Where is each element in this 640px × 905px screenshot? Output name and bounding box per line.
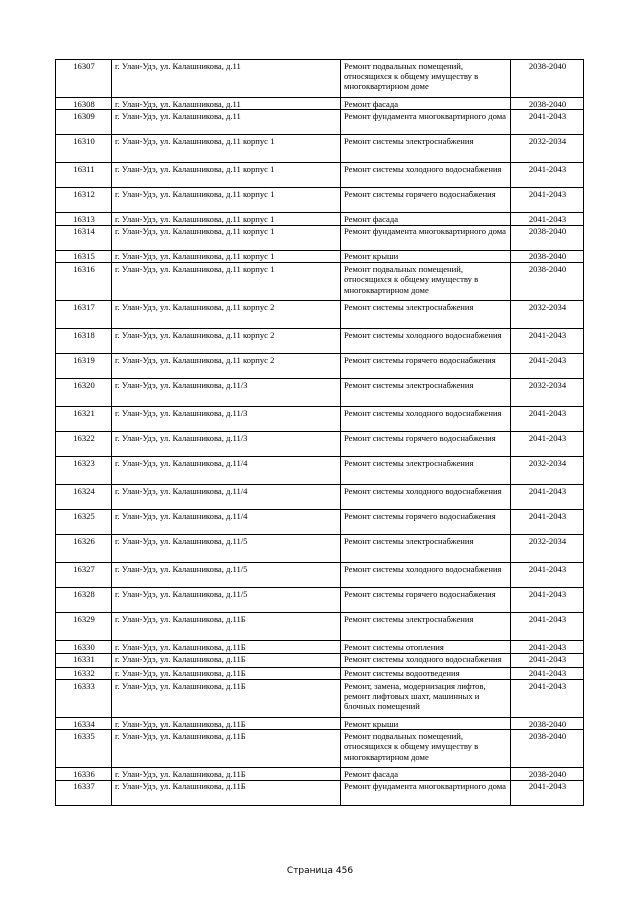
row-number: 16327 xyxy=(56,563,112,588)
table-row xyxy=(56,110,584,135)
row-number: 16329 xyxy=(56,613,112,641)
row-address: г. Улан-Удэ, ул. Калашникова, д.11Б xyxy=(112,613,341,641)
row-work: Ремонт фундамента многоквартирного дома xyxy=(341,110,511,135)
row-work: Ремонт системы электроснабжения xyxy=(341,535,511,563)
row-address: г. Улан-Удэ, ул. Калашникова, д.11Б xyxy=(112,653,341,667)
row-work: Ремонт системы отопления xyxy=(341,641,511,653)
row-years: 2038-2040 xyxy=(511,98,584,110)
row-address: г. Улан-Удэ, ул. Калашникова, д.11Б xyxy=(112,667,341,679)
row-address: г. Улан-Удэ, ул. Калашникова, д.11 xyxy=(112,110,341,135)
row-years: 2041-2043 xyxy=(511,354,584,379)
row-number: 16317 xyxy=(56,301,112,329)
table-row xyxy=(56,535,584,563)
row-work: Ремонт системы горячего водоснабжения xyxy=(341,588,511,613)
row-years: 2041-2043 xyxy=(511,613,584,641)
table-row xyxy=(56,653,584,667)
row-work: Ремонт системы горячего водоснабжения xyxy=(341,188,511,213)
row-number: 16328 xyxy=(56,588,112,613)
row-years: 2032-2034 xyxy=(511,457,584,485)
row-work: Ремонт подвальных помещений, относящихся к общему имуществу в многоквартирном доме xyxy=(341,730,511,768)
row-work: Ремонт системы холодного водоснабжения xyxy=(341,163,511,188)
row-work: Ремонт фундамента многоквартирного дома xyxy=(341,225,511,250)
table-row xyxy=(56,510,584,535)
table-row xyxy=(56,135,584,163)
page-number: Страница 456 xyxy=(286,866,354,876)
table-row xyxy=(56,301,584,329)
row-work: Ремонт системы электроснабжения xyxy=(341,135,511,163)
row-address: г. Улан-Удэ, ул. Калашникова, д.11/3 xyxy=(112,432,341,457)
row-years: 2041-2043 xyxy=(511,641,584,653)
row-address: г. Улан-Удэ, ул. Калашникова, д.11Б xyxy=(112,730,341,768)
row-number: 16312 xyxy=(56,188,112,213)
table-row xyxy=(56,250,584,262)
table-row xyxy=(56,718,584,730)
row-years: 2041-2043 xyxy=(511,163,584,188)
row-years: 2041-2043 xyxy=(511,653,584,667)
row-address: г. Улан-Удэ, ул. Калашникова, д.11Б xyxy=(112,680,341,718)
row-years: 2038-2040 xyxy=(511,225,584,250)
row-years: 2041-2043 xyxy=(511,110,584,135)
row-years: 2041-2043 xyxy=(511,329,584,354)
row-years: 2038-2040 xyxy=(511,250,584,262)
row-years: 2041-2043 xyxy=(511,588,584,613)
table-row xyxy=(56,188,584,213)
table-row xyxy=(56,563,584,588)
row-address: г. Улан-Удэ, ул. Калашникова, д.11 корпус 2 xyxy=(112,354,341,379)
row-number: 16310 xyxy=(56,135,112,163)
row-address: г. Улан-Удэ, ул. Калашникова, д.11/5 xyxy=(112,563,341,588)
row-work: Ремонт системы электроснабжения xyxy=(341,301,511,329)
table-row xyxy=(56,354,584,379)
row-number: 16321 xyxy=(56,407,112,432)
table-row xyxy=(56,213,584,225)
row-work: Ремонт системы холодного водоснабжения xyxy=(341,329,511,354)
row-address: г. Улан-Удэ, ул. Калашникова, д.11Б xyxy=(112,768,341,780)
row-number: 16326 xyxy=(56,535,112,563)
row-work: Ремонт подвальных помещений, относящихся к общему имуществу в многоквартирном доме xyxy=(341,263,511,301)
row-address: г. Улан-Удэ, ул. Калашникова, д.11 корпус 2 xyxy=(112,329,341,354)
row-years: 2038-2040 xyxy=(511,60,584,98)
row-years: 2038-2040 xyxy=(511,263,584,301)
row-number: 16316 xyxy=(56,263,112,301)
row-address: г. Улан-Удэ, ул. Калашникова, д.11 xyxy=(112,98,341,110)
row-work: Ремонт системы холодного водоснабжения xyxy=(341,653,511,667)
table-row xyxy=(56,432,584,457)
row-number: 16313 xyxy=(56,213,112,225)
table-row xyxy=(56,641,584,653)
row-number: 16307 xyxy=(56,60,112,98)
table-row xyxy=(56,98,584,110)
row-years: 2041-2043 xyxy=(511,188,584,213)
table-row xyxy=(56,680,584,718)
row-address: г. Улан-Удэ, ул. Калашникова, д.11/5 xyxy=(112,588,341,613)
row-address: г. Улан-Удэ, ул. Калашникова, д.11/4 xyxy=(112,485,341,510)
row-number: 16324 xyxy=(56,485,112,510)
row-address: г. Улан-Удэ, ул. Калашникова, д.11 корпус 1 xyxy=(112,250,341,262)
row-number: 16337 xyxy=(56,780,112,805)
row-number: 16315 xyxy=(56,250,112,262)
row-address: г. Улан-Удэ, ул. Калашникова, д.11Б xyxy=(112,780,341,805)
row-address: г. Улан-Удэ, ул. Калашникова, д.11 корпус 1 xyxy=(112,188,341,213)
table-row xyxy=(56,379,584,407)
row-work: Ремонт фундамента многоквартирного дома xyxy=(341,780,511,805)
row-address: г. Улан-Удэ, ул. Калашникова, д.11 корпус 1 xyxy=(112,225,341,250)
row-years: 2041-2043 xyxy=(511,432,584,457)
row-number: 16322 xyxy=(56,432,112,457)
table-row xyxy=(56,263,584,301)
row-work: Ремонт системы электроснабжения xyxy=(341,457,511,485)
row-years: 2041-2043 xyxy=(511,680,584,718)
table-row xyxy=(56,225,584,250)
row-years: 2041-2043 xyxy=(511,485,584,510)
row-number: 16334 xyxy=(56,718,112,730)
row-years: 2041-2043 xyxy=(511,213,584,225)
table-body xyxy=(56,60,584,806)
row-number: 16318 xyxy=(56,329,112,354)
table-row xyxy=(56,329,584,354)
table-row xyxy=(56,485,584,510)
row-address: г. Улан-Удэ, ул. Калашникова, д.11/3 xyxy=(112,379,341,407)
row-work: Ремонт системы горячего водоснабжения xyxy=(341,432,511,457)
row-number: 16309 xyxy=(56,110,112,135)
table-row xyxy=(56,407,584,432)
row-work: Ремонт фасада xyxy=(341,98,511,110)
row-address: г. Улан-Удэ, ул. Калашникова, д.11 корпус 1 xyxy=(112,213,341,225)
row-address: г. Улан-Удэ, ул. Калашникова, д.11 xyxy=(112,60,341,98)
row-number: 16314 xyxy=(56,225,112,250)
row-years: 2041-2043 xyxy=(511,780,584,805)
row-years: 2038-2040 xyxy=(511,730,584,768)
row-number: 16320 xyxy=(56,379,112,407)
row-work: Ремонт системы горячего водоснабжения xyxy=(341,354,511,379)
row-years: 2041-2043 xyxy=(511,407,584,432)
row-number: 16311 xyxy=(56,163,112,188)
row-address: г. Улан-Удэ, ул. Калашникова, д.11/4 xyxy=(112,510,341,535)
row-years: 2032-2034 xyxy=(511,301,584,329)
table-row xyxy=(56,60,584,98)
row-work: Ремонт подвальных помещений, относящихся к общему имуществу в многоквартирном доме xyxy=(341,60,511,98)
table-row xyxy=(56,613,584,641)
row-years: 2041-2043 xyxy=(511,563,584,588)
row-work: Ремонт фасада xyxy=(341,213,511,225)
table-row xyxy=(56,588,584,613)
row-years: 2032-2034 xyxy=(511,535,584,563)
row-number: 16319 xyxy=(56,354,112,379)
table-row xyxy=(56,667,584,679)
row-address: г. Улан-Удэ, ул. Калашникова, д.11 корпус 1 xyxy=(112,135,341,163)
row-work: Ремонт системы холодного водоснабжения xyxy=(341,563,511,588)
row-number: 16336 xyxy=(56,768,112,780)
row-years: 2038-2040 xyxy=(511,718,584,730)
row-address: г. Улан-Удэ, ул. Калашникова, д.11/5 xyxy=(112,535,341,563)
table-row xyxy=(56,457,584,485)
row-number: 16333 xyxy=(56,680,112,718)
row-number: 16323 xyxy=(56,457,112,485)
row-years: 2032-2034 xyxy=(511,379,584,407)
row-work: Ремонт системы водоотведения xyxy=(341,667,511,679)
row-work: Ремонт системы горячего водоснабжения xyxy=(341,510,511,535)
row-address: г. Улан-Удэ, ул. Калашникова, д.11Б xyxy=(112,718,341,730)
row-work: Ремонт фасада xyxy=(341,768,511,780)
row-address: г. Улан-Удэ, ул. Калашникова, д.11 корпус 1 xyxy=(112,163,341,188)
row-years: 2041-2043 xyxy=(511,667,584,679)
table-row xyxy=(56,768,584,780)
row-address: г. Улан-Удэ, ул. Калашникова, д.11/3 xyxy=(112,407,341,432)
row-years: 2032-2034 xyxy=(511,135,584,163)
row-number: 16331 xyxy=(56,653,112,667)
row-address: г. Улан-Удэ, ул. Калашникова, д.11 корпус 1 xyxy=(112,263,341,301)
row-work: Ремонт системы электроснабжения xyxy=(341,379,511,407)
row-years: 2038-2040 xyxy=(511,768,584,780)
row-work: Ремонт крыши xyxy=(341,250,511,262)
row-address: г. Улан-Удэ, ул. Калашникова, д.11/4 xyxy=(112,457,341,485)
row-work: Ремонт, замена, модернизация лифтов, ремонт лифтовых шахт, машинных и блочных помещений xyxy=(341,680,511,718)
table-row xyxy=(56,780,584,805)
table-row xyxy=(56,730,584,768)
row-work: Ремонт системы холодного водоснабжения xyxy=(341,485,511,510)
row-work: Ремонт системы холодного водоснабжения xyxy=(341,407,511,432)
row-address: г. Улан-Удэ, ул. Калашникова, д.11 корпус 2 xyxy=(112,301,341,329)
row-years: 2041-2043 xyxy=(511,510,584,535)
row-work: Ремонт крыши xyxy=(341,718,511,730)
row-number: 16332 xyxy=(56,667,112,679)
table-row xyxy=(56,163,584,188)
row-work: Ремонт системы электроснабжения xyxy=(341,613,511,641)
row-number: 16325 xyxy=(56,510,112,535)
repair-schedule-table xyxy=(55,59,584,806)
row-number: 16335 xyxy=(56,730,112,768)
row-number: 16330 xyxy=(56,641,112,653)
row-address: г. Улан-Удэ, ул. Калашникова, д.11Б xyxy=(112,641,341,653)
row-number: 16308 xyxy=(56,98,112,110)
